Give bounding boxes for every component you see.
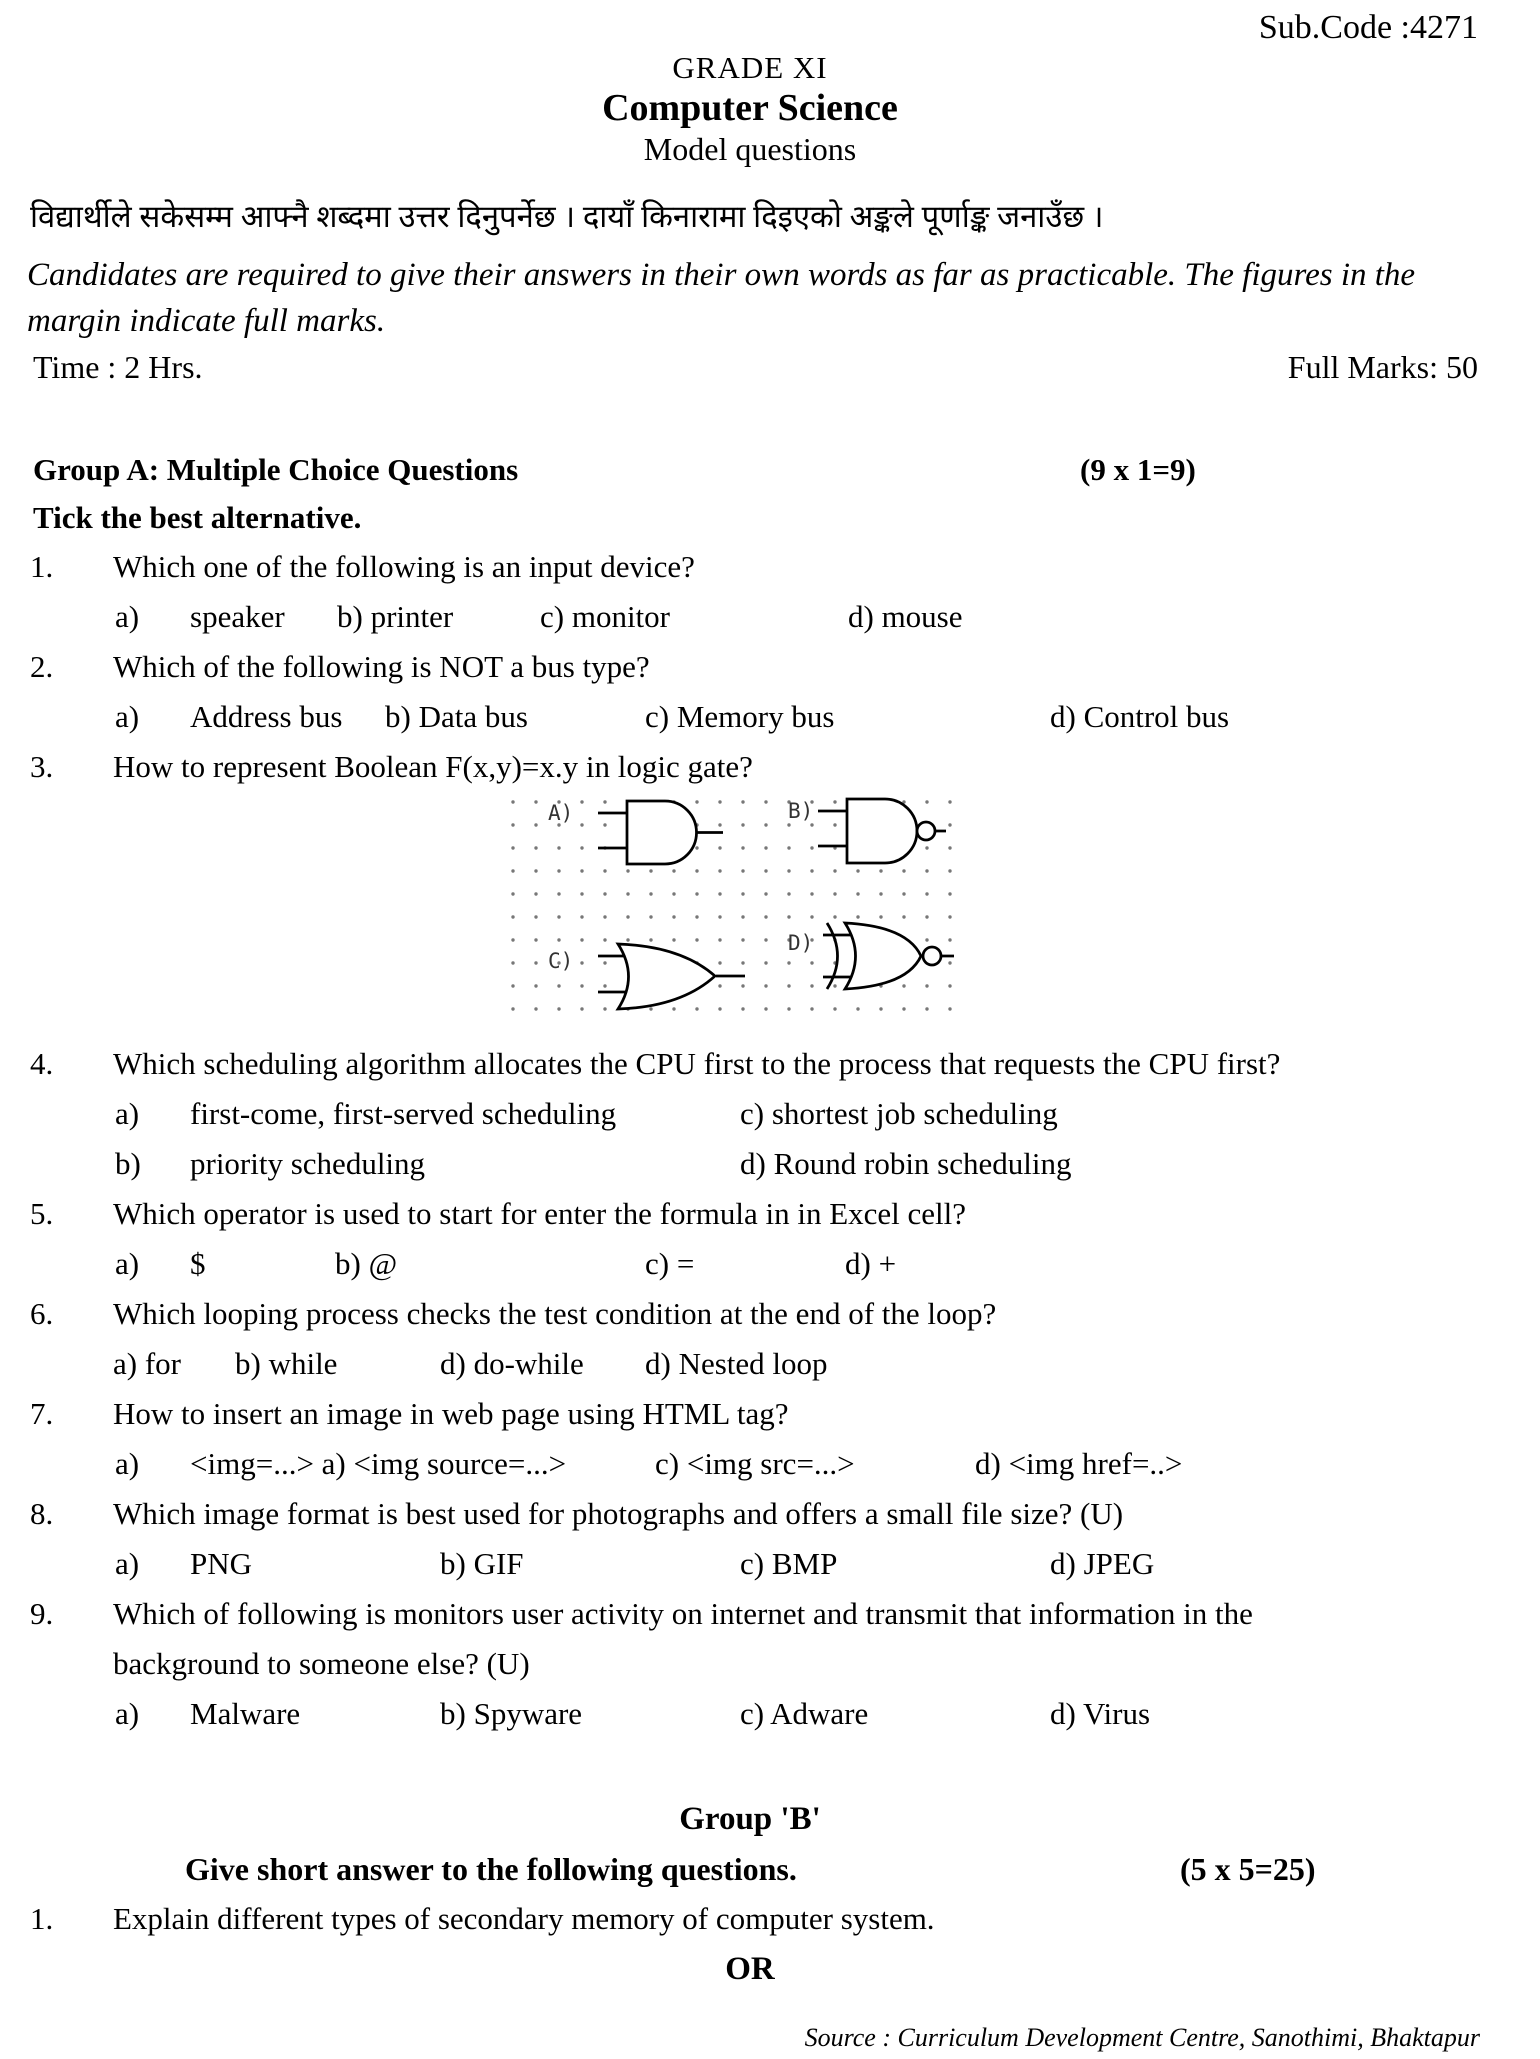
question-text: Which image format is best used for photographs and offers a small file size? (U)	[113, 1496, 1124, 1531]
option: PNG	[190, 1546, 253, 1581]
question-number: 5.	[30, 1196, 54, 1231]
group-a-title: Group A: Multiple Choice Questions	[33, 452, 519, 487]
option: c) Memory bus	[645, 699, 835, 734]
question-9-options	[0, 1689, 1540, 1739]
group-b-marks: (5 x 5=25)	[1180, 1851, 1316, 1887]
question-text: How to represent Boolean F(x,y)=x.y in logic gate?	[113, 749, 753, 784]
question-text: Explain different types of secondary memory of computer system.	[113, 1901, 935, 1936]
option: a) for	[113, 1346, 181, 1381]
logic-gate-diagram	[505, 796, 965, 1021]
question-text: How to insert an image in web page using HTML tag?	[113, 1396, 789, 1431]
question-1	[0, 542, 1540, 592]
option: d) <img href=..>	[975, 1446, 1183, 1481]
tick-instruction: Tick the best alternative.	[33, 500, 362, 535]
option: first-come, first-served scheduling	[190, 1096, 617, 1131]
question-7-options	[0, 1439, 1540, 1489]
question-4-options-row2	[0, 1139, 1540, 1189]
option: d) Control bus	[1050, 699, 1230, 734]
option: a)	[115, 599, 140, 634]
option: b) GIF	[440, 1546, 524, 1581]
question-5	[0, 1189, 1540, 1239]
question-9-line2	[0, 1639, 1540, 1689]
question-7	[0, 1389, 1540, 1439]
question-4	[0, 1039, 1540, 1089]
sub-code: Sub.Code :4271	[1258, 9, 1478, 46]
english-instruction-line1: Candidates are required to give their answers in their own words as far as practicable. The figures in the	[27, 257, 1416, 293]
option: c) monitor	[540, 599, 670, 634]
question-number: 6.	[30, 1296, 54, 1331]
group-b-subtitle: Give short answer to the following questions.	[185, 1851, 797, 1887]
group-a-marks: (9 x 1=9)	[1080, 452, 1196, 487]
question-5-options	[0, 1239, 1540, 1289]
question-number: 3.	[30, 749, 54, 784]
question-8	[0, 1489, 1540, 1539]
group-b-question-1	[0, 1894, 1540, 1944]
question-text: Which operator is used to start for enter the formula in in Excel cell?	[113, 1196, 967, 1231]
gate-label-a: A)	[548, 801, 574, 825]
option: a)	[115, 1546, 140, 1581]
group-a-heading	[0, 446, 1540, 494]
option: Address bus	[190, 699, 343, 734]
option: c) Adware	[740, 1696, 869, 1731]
option: c) <img src=...>	[655, 1446, 855, 1481]
group-b-title: Group 'B'	[679, 1801, 821, 1837]
option: b) while	[235, 1346, 338, 1381]
option: c) =	[645, 1246, 695, 1281]
option: a)	[115, 1446, 140, 1481]
option: d) Round robin scheduling	[740, 1146, 1072, 1181]
gate-label-d: D)	[788, 931, 814, 955]
question-2-options	[0, 692, 1540, 742]
option: $	[190, 1246, 206, 1281]
option: a)	[115, 1246, 140, 1281]
option: b) @	[335, 1246, 398, 1281]
option: speaker	[190, 599, 285, 634]
grade-title: GRADE XI	[672, 50, 828, 85]
option: Malware	[190, 1696, 301, 1731]
question-6-options	[0, 1339, 1540, 1389]
option: c) shortest job scheduling	[740, 1096, 1058, 1131]
option: d) mouse	[848, 599, 963, 634]
time-allowed: Time : 2 Hrs.	[33, 349, 203, 385]
or-separator: OR	[725, 1951, 775, 1987]
option: d) +	[845, 1246, 897, 1281]
option: d) Virus	[1050, 1696, 1151, 1731]
english-instruction-line2: margin indicate full marks.	[27, 303, 386, 339]
option: a)	[115, 1696, 140, 1731]
question-2	[0, 642, 1540, 692]
option: b) Data bus	[385, 699, 528, 734]
question-text: Which of following is monitors user activity on internet and transmit that information in the	[113, 1596, 1253, 1631]
question-number: 8.	[30, 1496, 54, 1531]
option: c) BMP	[740, 1546, 838, 1581]
question-text: Which of the following is NOT a bus type?	[113, 649, 650, 684]
subject-title: Computer Science	[602, 87, 898, 129]
option: b)	[115, 1146, 141, 1181]
option: priority scheduling	[190, 1146, 426, 1181]
time-marks-row	[0, 344, 1540, 390]
question-9	[0, 1589, 1540, 1639]
question-number: 4.	[30, 1046, 54, 1081]
question-text: Which one of the following is an input device?	[113, 549, 695, 584]
gate-label-b: B)	[788, 799, 814, 823]
question-8-options	[0, 1539, 1540, 1589]
option: a)	[115, 1096, 140, 1131]
question-6	[0, 1289, 1540, 1339]
question-4-options-row1	[0, 1089, 1540, 1139]
source-credit: Source : Curriculum Development Centre, Sanothimi, Bhaktapur	[804, 2023, 1480, 2052]
group-b-subtitle-row	[0, 1844, 1540, 1894]
option: b) printer	[337, 599, 454, 634]
nepali-instruction: विद्यार्थीले सकेसम्म आफ्नै शब्दमा उत्तर दिनुपर्नेछ । दायाँ किनारामा दिइएको अङ्कले पूर्णाङ्क जनाउँछ ।	[30, 199, 1104, 234]
question-1-options	[0, 592, 1540, 642]
question-3	[0, 742, 1540, 792]
doc-type: Model questions	[643, 131, 857, 167]
option: d) JPEG	[1050, 1546, 1155, 1581]
option: a)	[115, 699, 140, 734]
question-text: Which looping process checks the test condition at the end of the loop?	[113, 1296, 997, 1331]
option: d) do-while	[440, 1346, 584, 1381]
gate-label-c: C)	[548, 949, 574, 973]
question-number: 9.	[30, 1596, 54, 1631]
option: d) Nested loop	[645, 1346, 828, 1381]
question-number: 1.	[30, 1901, 54, 1936]
question-text: Which scheduling algorithm allocates the CPU first to the process that requests the CPU first?	[113, 1046, 1281, 1081]
question-number: 1.	[30, 549, 54, 584]
option: b) Spyware	[440, 1696, 583, 1731]
option: <img=...> a) <img source=...>	[190, 1446, 567, 1481]
question-number: 2.	[30, 649, 54, 684]
question-number: 7.	[30, 1396, 54, 1431]
question-text: background to someone else? (U)	[113, 1646, 530, 1681]
full-marks: Full Marks: 50	[1287, 349, 1478, 385]
